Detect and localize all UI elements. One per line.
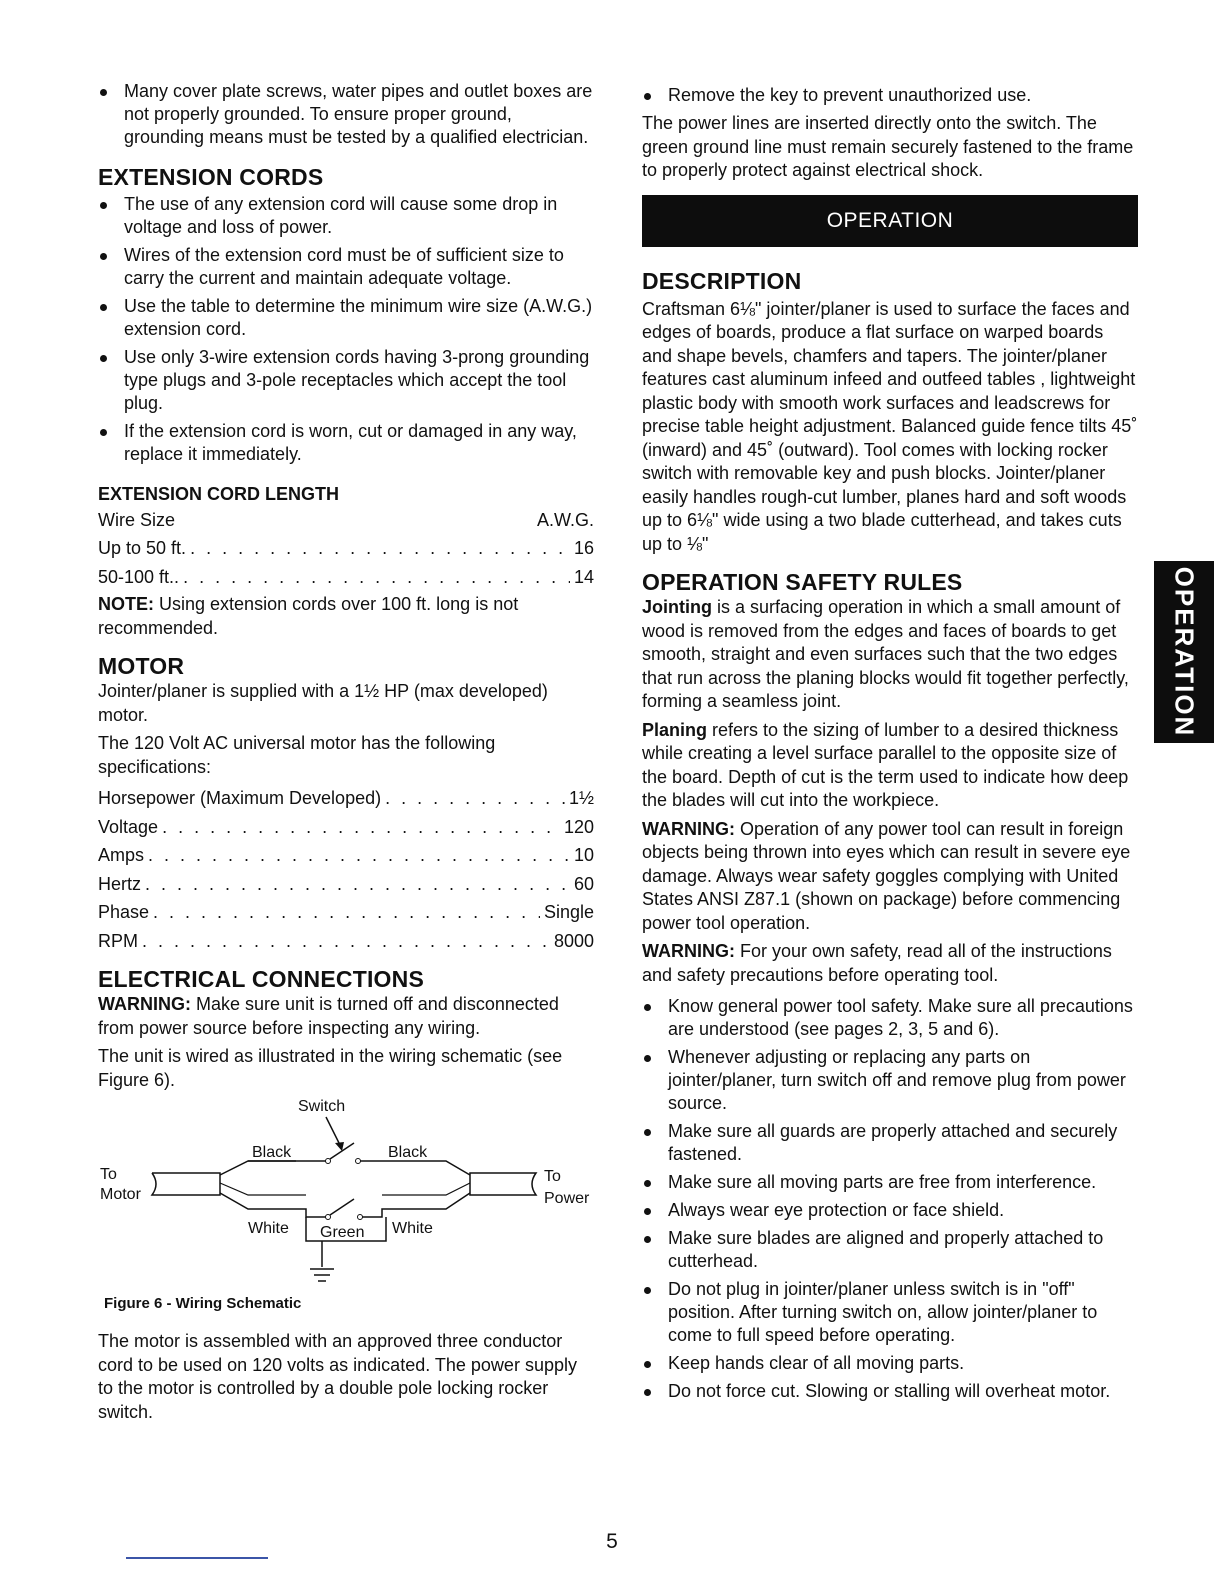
planing-text: refers to the sizing of lumber to a desired thickness while creating a level surface parallel to the opposite size of the board. Depth of cut is the term used to indicate how deep the blades will cut into the workpiece. <box>642 719 1129 810</box>
list-item: Make sure blades are aligned and properly attached to cutterhead. <box>642 1227 1138 1273</box>
planing-para <box>642 719 1138 813</box>
cord-length-header-row <box>98 506 594 534</box>
motor-para-1: Jointer/planer is supplied with a 1½ HP (max developed) motor. <box>98 681 548 725</box>
note-label: NOTE: <box>98 594 154 614</box>
note-text: Using extension cords over 100 ft. long is not recommended. <box>98 594 519 638</box>
spec-value: 8000 <box>553 930 594 951</box>
jointing-para <box>642 596 1138 714</box>
spec-value: 60 <box>573 873 594 894</box>
extension-cords-heading: EXTENSION CORDS <box>98 164 324 190</box>
awg-label: A.W.G. <box>536 510 594 530</box>
warning-para-1 <box>642 818 1138 936</box>
dot-leader <box>183 563 570 592</box>
electrical-connections-heading: ELECTRICAL CONNECTIONS <box>98 966 424 992</box>
warning-text: For your own safety, read all of the instructions and safety precautions before operating tool. <box>642 941 1112 985</box>
spec-value: 1½ <box>568 788 594 808</box>
list-item: Use the table to determine the minimum wire size (A.W.G.) extension cord. <box>98 295 594 341</box>
wire-size-label: Wire Size <box>98 510 176 530</box>
black-wire <box>220 1161 326 1175</box>
safety-bullets <box>642 995 1138 1403</box>
row-value: 16 <box>573 538 594 558</box>
spec-label: Phase <box>98 902 150 922</box>
wiring-schematic-diagram <box>98 1095 594 1295</box>
warning-label: WARNING: <box>642 941 735 961</box>
power-plug-outline <box>470 1173 536 1195</box>
spec-row <box>98 784 594 813</box>
dot-leader <box>148 841 570 870</box>
cord-length-row <box>98 563 594 592</box>
to-power-label-power: Power <box>544 1190 590 1207</box>
row-value: 14 <box>573 566 594 587</box>
row-label: Up to 50 ft. <box>98 538 187 558</box>
list-item: Keep hands clear of all moving parts. <box>642 1352 1138 1375</box>
list-item: If the extension cord is worn, cut or damaged in any way, replace it immediately. <box>98 420 594 466</box>
list-item: Make sure all moving parts are free from interference. <box>642 1171 1138 1194</box>
dot-leader <box>190 534 570 563</box>
spec-label: Voltage <box>98 816 159 837</box>
description-text: Craftsman 6⅛" jointer/planer is used to surface the faces and edges of boards, produce a flat surface on warped boards and shape bevels, chamfers and tapers. The jointer/planer features cast aluminum infeed and outfeed tables , lightweight plastic body with smooth work surfaces and leadscrews for precise table height adjustment. Balanced guide fence tilts 45˚ (inward) and 45˚ (outward). Tool comes with locking rocker switch with removable key and push blocks. Jointer/planer easily handles rough-cut lumber, planes hard and soft woods up to 6⅛" wide using a two blade cutterhead, and takes cuts up to ⅛" <box>642 298 1138 554</box>
motor-spec-list <box>98 784 594 955</box>
spec-row <box>98 813 594 842</box>
power-lines-para: The power lines are inserted directly onto the switch. The green ground line must remain securely fastened to the frame to properly protect against electrical shock. <box>642 113 1134 180</box>
dot-leader <box>162 813 560 842</box>
left-column <box>98 0 594 1429</box>
top-bullets <box>642 84 1138 107</box>
operation-banner: OPERATION <box>642 195 1138 247</box>
list-item: Remove the key to prevent unauthorized use. <box>642 84 1138 107</box>
figure-caption: Figure 6 - Wiring Schematic <box>104 1295 302 1312</box>
row-label: 50-100 ft.. <box>98 566 180 587</box>
spec-label: Hertz <box>98 873 142 894</box>
warning-para-2 <box>642 940 1138 987</box>
electrical-para: The unit is wired as illustrated in the wiring schematic (see Figure 6). <box>98 1046 563 1090</box>
list-item: Make sure all guards are properly attached and securely fastened. <box>642 1120 1138 1166</box>
to-motor-label-to: To <box>100 1166 117 1183</box>
motor-plug-outline <box>152 1173 220 1195</box>
white-label-left: White <box>248 1220 289 1237</box>
warning-label: WARNING: <box>642 818 735 839</box>
warning-text: Make sure unit is turned off and disconnected from power source before inspecting any wiring. <box>98 994 559 1038</box>
list-item: Do not plug in jointer/planer unless switch is in "off" position. After turning switch on, allow jointer/planer to come to full speed before operating. <box>642 1278 1138 1347</box>
page-number: 5 <box>606 1530 618 1553</box>
side-tab-label: OPERATION <box>1169 566 1200 738</box>
cord-length-row <box>98 534 594 563</box>
cord-note <box>98 593 594 640</box>
list-item: Many cover plate screws, water pipes and outlet boxes are not properly grounded. To ensure proper ground, grounding means must be tested by a qualified electrician. <box>98 80 594 149</box>
spec-row <box>98 898 594 927</box>
jointing-text: is a surfacing operation in which a small amount of wood is removed from the edges and faces of boards to get smooth, straight and even surfaces such that the two edges that run across the planing blocks would fit together perfectly, forming a seamless joint. <box>642 597 1129 711</box>
switch-label: Switch <box>298 1098 346 1115</box>
right-column <box>642 0 1138 1408</box>
arrow-head-icon <box>335 1142 344 1151</box>
to-motor-label-motor: Motor <box>100 1186 141 1203</box>
spec-value: 120 <box>563 816 594 837</box>
warning-text: Operation of any power tool can result in foreign objects being thrown into eyes which can result in severe eye damage. Always wear safety goggles complying with United States ANSI Z87.1 (shown on package) before commencing power tool operation. <box>642 818 1131 933</box>
operation-side-tab <box>1154 561 1214 743</box>
black-label-left: Black <box>252 1144 292 1161</box>
warning-label: WARNING: <box>98 994 191 1014</box>
description-heading: DESCRIPTION <box>642 267 802 294</box>
list-item: Always wear eye protection or face shield. <box>642 1199 1138 1222</box>
spec-value: Single <box>543 902 594 922</box>
motor-para-2: The 120 Volt AC universal motor has the following specifications: <box>98 733 496 777</box>
electrical-warning <box>98 993 594 1040</box>
spec-row <box>98 841 594 870</box>
black-label-right: Black <box>388 1144 428 1161</box>
white-wire <box>220 1193 326 1217</box>
list-item: Wires of the extension cord must be of sufficient size to carry the current and maintain adequate voltage. <box>98 244 594 290</box>
dot-leader <box>145 870 570 899</box>
footer-rule <box>126 1557 268 1559</box>
to-power-label-to: To <box>544 1168 561 1185</box>
jointing-label: Jointing <box>642 597 712 617</box>
planing-label: Planing <box>642 719 708 740</box>
intro-bullets <box>98 80 594 149</box>
dot-leader <box>385 784 565 813</box>
spec-row <box>98 927 594 956</box>
electrical-para-2: The motor is assembled with an approved three conductor cord to be used on 120 volts as indicated. The power supply to the motor is controlled by a double pole locking rocker switch. <box>98 1331 577 1422</box>
white-label-right: White <box>392 1220 433 1237</box>
spec-label: Amps <box>98 845 145 865</box>
spec-row <box>98 870 594 899</box>
dot-leader <box>153 898 540 927</box>
list-item: The use of any extension cord will cause some drop in voltage and loss of power. <box>98 193 594 239</box>
list-item: Use only 3-wire extension cords having 3-prong grounding type plugs and 3-pole receptacles which accept the tool plug. <box>98 346 594 415</box>
motor-heading: MOTOR <box>98 653 185 679</box>
spec-value: 10 <box>573 845 594 865</box>
list-item: Do not force cut. Slowing or stalling will overheat motor. <box>642 1380 1138 1403</box>
spec-label: RPM <box>98 930 138 951</box>
spec-label: Horsepower (Maximum Developed) <box>98 788 382 808</box>
extension-cords-bullets <box>98 193 594 466</box>
dot-leader <box>142 927 550 956</box>
cord-length-heading: EXTENSION CORD LENGTH <box>98 484 340 504</box>
safety-rules-heading: OPERATION SAFETY RULES <box>642 569 963 595</box>
green-label: Green <box>320 1224 365 1241</box>
list-item: Whenever adjusting or replacing any parts on jointer/planer, turn switch off and remove plug from power source. <box>642 1046 1138 1115</box>
list-item: Know general power tool safety. Make sure all precautions are understood (see pages 2, 3, 5 and 6). <box>642 995 1138 1041</box>
ground-symbol-icon <box>310 1269 334 1281</box>
